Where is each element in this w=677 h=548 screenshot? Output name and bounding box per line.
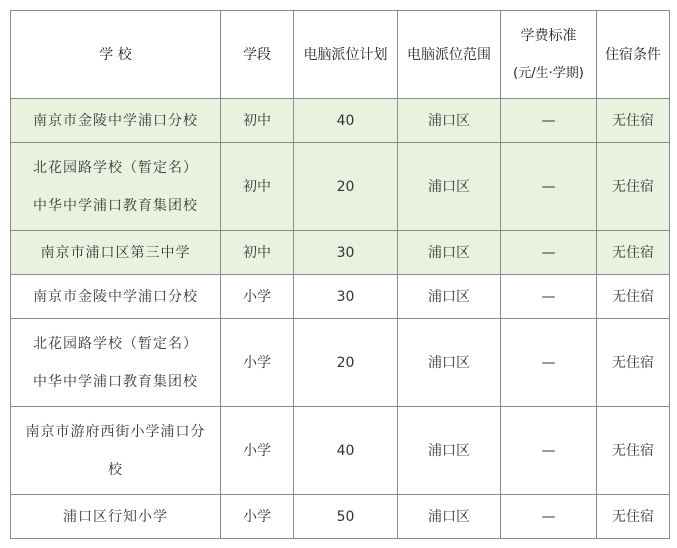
- cell-stage: 小学: [221, 275, 294, 319]
- cell-fee: —: [501, 99, 597, 143]
- table-row: [11, 275, 670, 319]
- table-container: [10, 10, 670, 539]
- cell-plan: 20: [294, 143, 398, 231]
- header-row: [11, 11, 670, 99]
- cell-stage: 初中: [221, 143, 294, 231]
- school-name-line: 北花园路学校（暂定名）: [33, 335, 198, 352]
- school-allocation-table: [10, 10, 670, 539]
- cell-fee: —: [501, 319, 597, 407]
- school-name-line: 南京市金陵中学浦口分校: [33, 112, 198, 129]
- cell-boarding: 无住宿: [597, 143, 670, 231]
- header-fee-title: 学费标准: [520, 27, 577, 44]
- cell-range: 浦口区: [398, 407, 501, 495]
- cell-range: 浦口区: [398, 231, 501, 275]
- cell-fee: —: [501, 495, 597, 539]
- cell-range: 浦口区: [398, 495, 501, 539]
- school-name-line: 中华中学浦口教育集团校: [33, 197, 198, 214]
- cell-boarding: 无住宿: [597, 275, 670, 319]
- cell-stage: 小学: [221, 319, 294, 407]
- school-name-line: 浦口区行知小学: [63, 508, 168, 525]
- cell-boarding: 无住宿: [597, 319, 670, 407]
- cell-fee: —: [501, 275, 597, 319]
- school-name-line: 南京市游府西街小学浦口分: [25, 423, 206, 440]
- cell-plan: 30: [294, 275, 398, 319]
- table-header: [11, 11, 670, 99]
- cell-stage: 小学: [221, 407, 294, 495]
- school-name-line: 北花园路学校（暂定名）: [33, 159, 198, 176]
- cell-stage: 初中: [221, 99, 294, 143]
- cell-boarding: 无住宿: [597, 231, 670, 275]
- cell-school-name: [11, 99, 221, 143]
- cell-plan: 40: [294, 407, 398, 495]
- cell-school-name: [11, 231, 221, 275]
- header-fee: [501, 11, 597, 99]
- cell-plan: 30: [294, 231, 398, 275]
- cell-range: 浦口区: [398, 99, 501, 143]
- header-stage: 学段: [221, 11, 294, 99]
- cell-school-name: [11, 495, 221, 539]
- cell-range: 浦口区: [398, 319, 501, 407]
- cell-fee: —: [501, 143, 597, 231]
- cell-plan: 40: [294, 99, 398, 143]
- school-name-line: 南京市浦口区第三中学: [40, 244, 191, 261]
- cell-school-name: [11, 407, 221, 495]
- table-row: [11, 99, 670, 143]
- cell-plan: 50: [294, 495, 398, 539]
- header-fee-unit: (元/生·学期): [513, 65, 584, 81]
- table-row: [11, 407, 670, 495]
- cell-school-name: [11, 275, 221, 319]
- table-row: [11, 319, 670, 407]
- cell-boarding: 无住宿: [597, 495, 670, 539]
- header-range: 电脑派位范围: [398, 11, 501, 99]
- header-school: 学 校: [11, 11, 221, 99]
- header-plan: 电脑派位计划: [294, 11, 398, 99]
- school-name-line: 中华中学浦口教育集团校: [33, 373, 198, 390]
- cell-school-name: [11, 319, 221, 407]
- cell-stage: 小学: [221, 495, 294, 539]
- header-boarding: 住宿条件: [597, 11, 670, 99]
- cell-school-name: [11, 143, 221, 231]
- table-row: [11, 495, 670, 539]
- school-name-line: 校: [108, 461, 123, 478]
- table-row: [11, 231, 670, 275]
- cell-plan: 20: [294, 319, 398, 407]
- cell-fee: —: [501, 407, 597, 495]
- table-body: [11, 99, 670, 539]
- school-name-line: 南京市金陵中学浦口分校: [33, 288, 198, 305]
- cell-stage: 初中: [221, 231, 294, 275]
- cell-range: 浦口区: [398, 275, 501, 319]
- cell-range: 浦口区: [398, 143, 501, 231]
- cell-boarding: 无住宿: [597, 407, 670, 495]
- cell-fee: —: [501, 231, 597, 275]
- table-row: [11, 143, 670, 231]
- cell-boarding: 无住宿: [597, 99, 670, 143]
